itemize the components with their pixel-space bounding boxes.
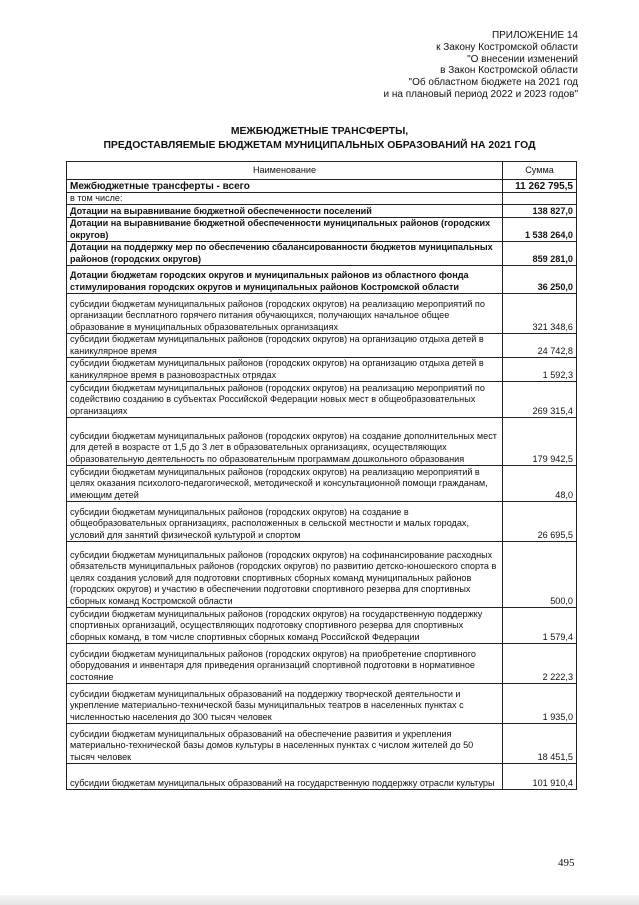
document-title (0, 125, 639, 153)
table-row (67, 294, 577, 334)
row-sum: 11 262 795,5 (503, 180, 577, 193)
row-name: субсидии бюджетам муниципальных районов (городских округов) на государственную поддержку спортивных организаций, осуществляющих подготовку спортивного резерва для спортивных сборных команд, в том числе спортивных сборных команд Российской Федерации (67, 608, 503, 644)
row-sum: 36 250,0 (503, 266, 577, 294)
table-row (67, 608, 577, 644)
table-row (67, 266, 577, 294)
table-row (67, 218, 577, 242)
header-name: Наименование (67, 162, 503, 180)
row-name: субсидии бюджетам муниципальных районов (городских округов) на создание дополнительных мест для детей в возрасте от 1,5 до 3 лет в образовательных организациях, осуществляющих образовательную деятельность по образовательным программам дошкольного образования (67, 418, 503, 466)
table-row-total (67, 180, 577, 193)
table-row (67, 358, 577, 382)
table-row (67, 242, 577, 266)
table-row (67, 418, 577, 466)
row-name: в том числе: (67, 193, 503, 205)
row-sum: 859 281,0 (503, 242, 577, 266)
row-sum: 24 742,8 (503, 334, 577, 358)
title-line-2: ПРЕДОСТАВЛЯЕМЫЕ БЮДЖЕТАМ МУНИЦИПАЛЬНЫХ ОБРАЗОВАНИЙ НА 2021 ГОД (103, 140, 536, 151)
appendix-line: "Об областном бюджете на 2021 год (408, 77, 578, 89)
row-name: Дотации на выравнивание бюджетной обеспеченности поселений (67, 205, 503, 218)
appendix-header (383, 30, 578, 101)
title-line-1: МЕЖБЮДЖЕТНЫЕ ТРАНСФЕРТЫ, (230, 126, 409, 137)
row-sum: 1 538 264,0 (503, 218, 577, 242)
row-sum: 500,0 (503, 542, 577, 608)
row-name: субсидии бюджетам муниципальных районов (городских округов) на реализацию мероприятий по содействию созданию в субъектах Российской Федерации новых мест в общеобразовательных организациях (67, 382, 503, 418)
row-name: субсидии бюджетам муниципальных образований на поддержку творческой деятельности и укрепление материально-технической базы муниципальных театров в населенных пунктах с численностью населения до 300 тысяч человек (67, 684, 503, 724)
row-name: субсидии бюджетам муниципальных районов (городских округов) на организацию отдыха детей в каникулярное время в разновозрастных отрядах (67, 358, 503, 382)
appendix-line: к Закону Костромской области (436, 41, 578, 53)
row-name: Межбюджетные трансферты - всего (67, 180, 503, 193)
row-sum: 269 315,4 (503, 382, 577, 418)
row-sum (503, 193, 577, 205)
table-row (67, 502, 577, 542)
appendix-line: "О внесении изменений (467, 53, 578, 65)
table-header-row (67, 162, 577, 180)
row-name: субсидии бюджетам муниципальных районов (городских округов) на организацию отдыха детей в каникулярное время (67, 334, 503, 358)
table-row (67, 466, 577, 502)
page-number: 495 (558, 857, 575, 869)
table-row (67, 334, 577, 358)
table-row (67, 644, 577, 684)
row-sum: 1 935,0 (503, 684, 577, 724)
row-sum: 2 222,3 (503, 644, 577, 684)
table-row (67, 205, 577, 218)
row-sum: 48,0 (503, 466, 577, 502)
row-name: Дотации на выравнивание бюджетной обеспеченности муниципальных районов (городских округов) (67, 218, 503, 242)
row-name: субсидии бюджетам муниципальных районов (городских округов) на софинансирование расходных обязательств муниципальных районов (городских округов) по развитию детско-юношеского спорта в целях создания условий для подготовки спортивных сборных команд муниципальных районов (городских округов) и участию в обеспечении подготовки спортивного резерва для спортивных сборных команд Костромской области (67, 542, 503, 608)
table-row (67, 382, 577, 418)
row-sum: 321 348,6 (503, 294, 577, 334)
row-name: субсидии бюджетам муниципальных районов (городских округов) на создание в общеобразовательных организациях, расположенных в сельской местности и малых городах, условий для занятий физической культурой и спортом (67, 502, 503, 542)
appendix-line: и на плановый период 2022 и 2023 годов" (383, 88, 578, 100)
row-sum: 1 579,4 (503, 608, 577, 644)
row-name: субсидии бюджетам муниципальных районов (городских округов) на реализацию мероприятий по организации бесплатного горячего питания обучающихся, получающих начальное общее образование в муниципальных образовательных организациях (67, 294, 503, 334)
row-name: субсидии бюджетам муниципальных районов (городских округов) на реализацию мероприятий в целях оказания психолого-педагогической, методической и консультационной помощи гражданам, имеющим детей (67, 466, 503, 502)
table-row (67, 724, 577, 764)
row-name: субсидии бюджетам муниципальных образований на государственную поддержку отрасли культуры (67, 764, 503, 790)
table-row (67, 542, 577, 608)
appendix-line: в Закон Костромской области (440, 65, 578, 77)
row-name: Дотации на поддержку мер по обеспечению сбалансированности бюджетов муниципальных районов (городских округов) (67, 242, 503, 266)
appendix-line: ПРИЛОЖЕНИЕ 14 (491, 30, 578, 41)
row-name: субсидии бюджетам муниципальных районов (городских округов) на приобретение спортивного оборудования и инвентаря для приведения организаций спортивной подготовки в нормативное состояние (67, 644, 503, 684)
row-name: Дотации бюджетам городских округов и муниципальных районов из областного фонда стимулирования городских округов и муниципальных районов Костромской области (67, 266, 503, 294)
row-sum: 18 451,5 (503, 724, 577, 764)
row-sum: 138 827,0 (503, 205, 577, 218)
table-row (67, 193, 577, 205)
scan-bottom-edge (0, 895, 639, 905)
table-row (67, 684, 577, 724)
row-sum: 101 910,4 (503, 764, 577, 790)
row-sum: 1 592,3 (503, 358, 577, 382)
row-sum: 26 695,5 (503, 502, 577, 542)
transfers-table (66, 161, 577, 790)
table-row (67, 764, 577, 790)
header-sum: Сумма (503, 162, 577, 180)
row-sum: 179 942,5 (503, 418, 577, 466)
row-name: субсидии бюджетам муниципальных образований на обеспечение развития и укрепления материально-технической базы домов культуры в населенных пунктах с числом жителей до 50 тысяч человек (67, 724, 503, 764)
